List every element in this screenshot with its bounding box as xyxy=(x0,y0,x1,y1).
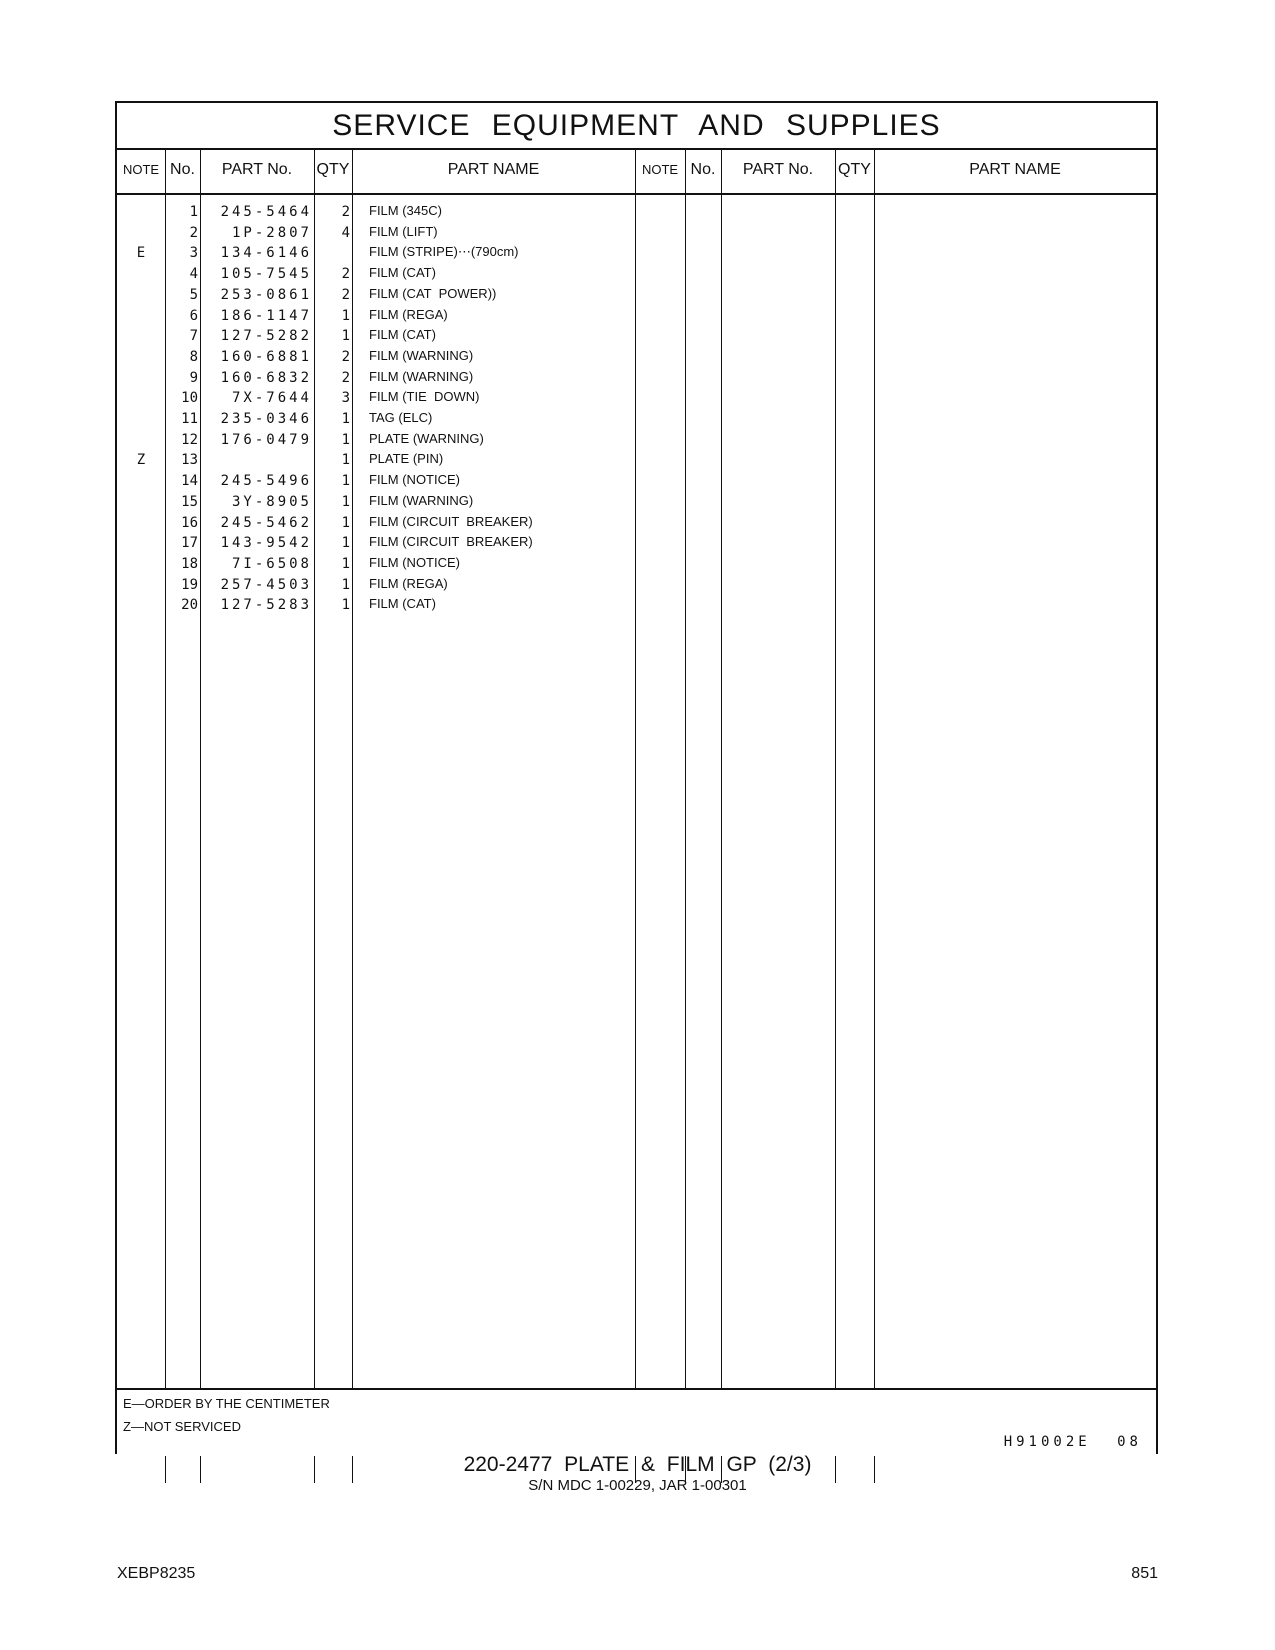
row-number: 16 xyxy=(181,514,198,531)
row-part-number: 3Y-8905 xyxy=(231,493,312,510)
row-part-name: FILM (REGA) xyxy=(369,306,448,322)
table-row xyxy=(117,594,1156,616)
row-part-number: 160-6881 xyxy=(220,348,312,365)
table-row xyxy=(117,222,1156,244)
row-part-number: 134-6146 xyxy=(220,245,312,262)
table-title: SERVICE EQUIPMENT AND SUPPLIES xyxy=(117,103,1156,150)
table-row xyxy=(117,512,1156,534)
table-row xyxy=(117,242,1156,264)
table-body xyxy=(117,195,1156,1479)
table-row xyxy=(117,553,1156,575)
row-part-name: FILM (WARNING) xyxy=(369,368,474,384)
row-note: Z xyxy=(136,452,146,469)
header-note: NOTE xyxy=(122,162,160,177)
row-quantity: 1 xyxy=(341,452,350,469)
row-number: 9 xyxy=(189,369,198,386)
row-quantity: 1 xyxy=(341,431,350,448)
row-number: 13 xyxy=(181,452,198,469)
header-part-no-2: PART No. xyxy=(742,161,814,178)
table-row xyxy=(117,346,1156,368)
row-part-name: FILM (REGA) xyxy=(369,575,448,591)
row-part-number: 186-1147 xyxy=(220,307,312,324)
row-quantity: 1 xyxy=(341,576,350,593)
table-header xyxy=(117,148,1156,195)
table-row xyxy=(117,532,1156,554)
row-part-number: 143-9542 xyxy=(220,535,312,552)
row-part-number: 127-5283 xyxy=(220,597,312,614)
row-note: E xyxy=(136,245,146,262)
row-part-number: 7X-7644 xyxy=(231,390,312,407)
header-qty-2: QTY xyxy=(838,161,871,178)
row-number: 2 xyxy=(189,224,198,241)
row-quantity: 1 xyxy=(341,514,350,531)
row-quantity: 2 xyxy=(341,266,350,283)
footnote-z: Z—NOT SERVICED xyxy=(123,1419,241,1434)
row-part-name: FILM (CAT) xyxy=(369,596,436,612)
table-row xyxy=(117,429,1156,451)
table-row xyxy=(117,387,1156,409)
header-part-no: PART No. xyxy=(221,161,293,178)
row-number: 7 xyxy=(189,328,198,345)
row-part-number: 1P-2807 xyxy=(231,224,312,241)
row-quantity: 4 xyxy=(341,224,350,241)
row-number: 19 xyxy=(181,576,198,593)
row-part-number: 105-7545 xyxy=(220,266,312,283)
row-number: 3 xyxy=(189,245,198,262)
row-part-number: 176-0479 xyxy=(220,431,312,448)
row-part-name: FILM (CAT POWER)) xyxy=(369,285,497,301)
row-quantity: 1 xyxy=(341,328,350,345)
row-part-name: TAG (ELC) xyxy=(369,410,433,425)
row-part-number: 253-0861 xyxy=(220,286,312,303)
row-number: 15 xyxy=(181,493,198,510)
table-row xyxy=(117,263,1156,285)
table-footer xyxy=(117,1388,1156,1456)
row-part-name: FILM (NOTICE) xyxy=(369,554,460,570)
row-quantity: 3 xyxy=(341,390,350,407)
row-quantity: 2 xyxy=(341,286,350,303)
row-quantity: 2 xyxy=(341,348,350,365)
row-quantity: 1 xyxy=(341,307,350,324)
row-part-name: FILM (NOTICE) xyxy=(369,472,460,488)
table-row xyxy=(117,574,1156,596)
row-part-name: FILM (WARNING) xyxy=(369,492,474,508)
row-part-number: 160-6832 xyxy=(220,369,312,386)
row-part-name: FILM (CIRCUIT BREAKER) xyxy=(369,534,533,550)
header-qty: QTY xyxy=(316,161,350,178)
row-number: 6 xyxy=(189,307,198,324)
table-row xyxy=(117,470,1156,492)
table-row xyxy=(117,305,1156,327)
page-number: 851 xyxy=(1131,1565,1158,1582)
row-part-name: FILM (CAT) xyxy=(369,265,436,281)
table-row xyxy=(117,491,1156,513)
row-part-name: FILM (WARNING) xyxy=(369,347,474,363)
serial-caption: S/N MDC 1-00229, JAR 1-00301 xyxy=(528,1477,747,1494)
row-number: 5 xyxy=(189,286,198,303)
row-number: 11 xyxy=(181,411,198,427)
row-quantity: 2 xyxy=(341,369,350,386)
row-part-name: FILM (CIRCUIT BREAKER) xyxy=(369,513,533,529)
row-number: 14 xyxy=(181,473,198,490)
row-part-number: 127-5282 xyxy=(220,328,312,345)
row-number: 4 xyxy=(189,266,198,283)
row-part-number: 245-5464 xyxy=(220,204,312,220)
footnote-e: E—ORDER BY THE CENTIMETER xyxy=(123,1396,330,1411)
row-part-name: FILM (TIE DOWN) xyxy=(369,389,480,405)
row-quantity: 1 xyxy=(341,555,350,572)
row-part-name: FILM (CAT) xyxy=(369,327,436,343)
document-id: XEBP8235 xyxy=(117,1565,196,1582)
row-number: 17 xyxy=(181,535,198,552)
row-number: 1 xyxy=(189,204,198,220)
row-number: 12 xyxy=(181,431,198,448)
row-part-number: 245-5462 xyxy=(220,514,312,531)
row-number: 8 xyxy=(189,348,198,365)
table-row xyxy=(117,284,1156,306)
row-number: 18 xyxy=(181,555,198,572)
header-part-name-2: PART NAME xyxy=(969,161,1061,178)
row-part-number: 245-5496 xyxy=(220,473,312,490)
header-part-name: PART NAME xyxy=(447,161,540,178)
table-row xyxy=(117,367,1156,389)
row-number: 20 xyxy=(181,597,198,614)
table-row xyxy=(117,449,1156,471)
row-part-name: FILM (LIFT) xyxy=(369,223,438,239)
row-part-number: 257-4503 xyxy=(220,576,312,593)
row-part-name: PLATE (WARNING) xyxy=(369,430,484,446)
row-part-name: PLATE (PIN) xyxy=(369,451,444,467)
row-quantity: 1 xyxy=(341,535,350,552)
row-part-number: 235-0346 xyxy=(220,411,312,427)
row-quantity: 1 xyxy=(341,493,350,510)
parts-table-frame xyxy=(115,101,1158,1454)
table-row xyxy=(117,201,1156,223)
row-part-name: FILM (STRIPE)⋯(790cm) xyxy=(369,244,519,260)
row-quantity: 1 xyxy=(341,597,350,614)
header-no: No. xyxy=(170,161,195,178)
row-quantity: 2 xyxy=(341,204,350,220)
table-row xyxy=(117,408,1156,430)
row-number: 10 xyxy=(181,390,198,407)
row-quantity: 1 xyxy=(341,411,350,427)
row-part-number: 7I-6508 xyxy=(231,555,312,572)
header-no-2: No. xyxy=(690,161,716,178)
group-caption: 220-2477 PLATE & FILM GP (2/3) xyxy=(463,1453,812,1476)
header-note-2: NOTE xyxy=(641,162,679,177)
row-part-name: FILM (345C) xyxy=(369,203,442,218)
table-row xyxy=(117,325,1156,347)
drawing-code: H91002E 08 xyxy=(1003,1434,1142,1450)
row-quantity: 1 xyxy=(341,473,350,490)
